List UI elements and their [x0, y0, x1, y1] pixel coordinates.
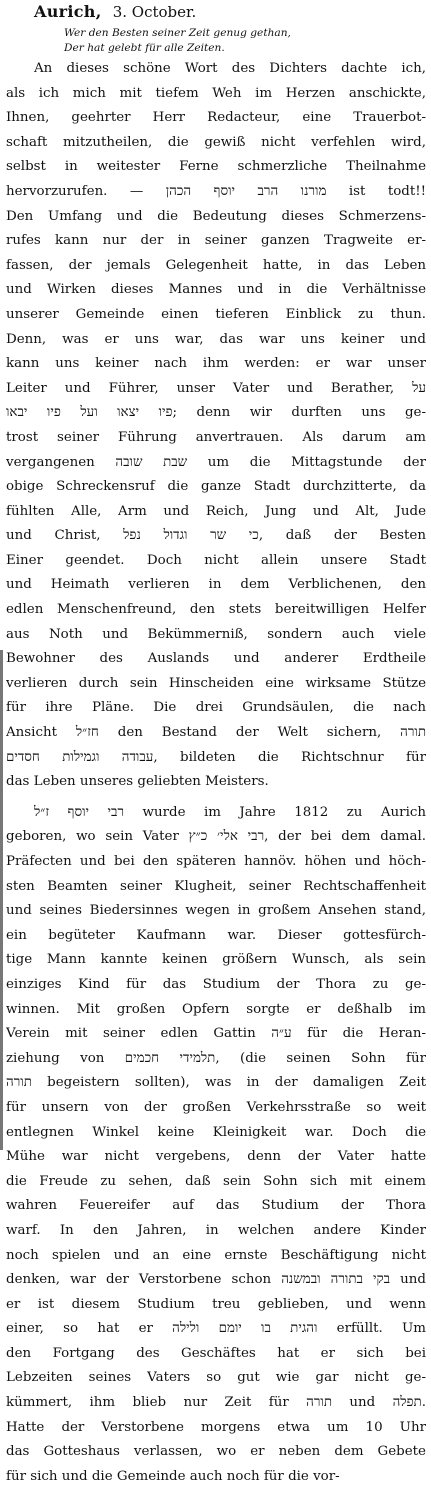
- text-line: Verein mit seiner edlen Gattin ע״ה für die Heran-: [6, 1026, 426, 1042]
- text-line: Den Umfang und die Bedeutung dieses Schmerzens-: [6, 208, 426, 224]
- text-line: hervorzurufen. — מורנו הרב יוסף הכהן ist todt!!: [6, 183, 426, 199]
- text-line: wahren Feuereifer auf das Studium der Thora: [6, 1198, 426, 1214]
- text-line: und Wirken dieses Mannes und in die Verhältnisse: [6, 282, 426, 298]
- text-line: für sich und die Gemeinde auch noch für die vor-: [6, 1468, 340, 1484]
- text-line: fassen, der jemals Gelegenheit hatte, in das Leben: [6, 257, 426, 273]
- text-line: und Heimath verlieren in dem Verblichenen, den: [6, 577, 426, 593]
- text-line: תורה begeistern sollten), was in der damaligen Zeit: [6, 1075, 426, 1091]
- text-line: ziehung von תלמידי חכמים, (die seinen Sohn für: [6, 1050, 426, 1066]
- text-line: das Leben unseres geliebten Meisters.: [6, 774, 269, 790]
- text-line: aus Noth und Bekümmerniß, sondern auch viele: [6, 626, 426, 642]
- text-line: einziges Kind für das Studium der Thora zu ge-: [6, 976, 426, 992]
- text-line: und Christ, כי שר וגדול נפל, daß der Besten: [6, 528, 426, 544]
- text-line: Ihnen, geehrter Herr Redacteur, eine Trauerbot-: [6, 110, 426, 126]
- text-line: Hatte der Verstorbene morgens etwa um 10 Uhr: [6, 1419, 426, 1435]
- article-body: [6, 57, 426, 1489]
- text-line: selbst in weitester Ferne schmerzliche Theilnahme: [6, 159, 426, 175]
- text-line: An dieses schöne Wort des Dichters dachte ich,: [34, 61, 426, 76]
- text-line: schaft mitzutheilen, die gewiß nicht verfehlen wird,: [6, 134, 426, 150]
- text-line: entlegnen Winkel keine Kleinigkeit war. Doch die: [6, 1124, 426, 1140]
- text-line: Denn, was er uns war, das war uns keiner und: [6, 331, 426, 347]
- dateline: [34, 2, 423, 22]
- text-line: winnen. Mit großen Opfern sorgte er deßhalb im: [6, 1001, 426, 1017]
- text-line: Leiter und Führer, unser Vater und Berather, על: [6, 380, 426, 396]
- text-line: רבי יוסף ז״ל wurde im Jahre 1812 zu Aurich: [34, 804, 426, 820]
- text-line: ein begüteter Kaufmann war. Dieser gottesfürch-: [6, 927, 426, 943]
- text-line: unserer Gemeinde einen tieferen Einblick zu thun.: [6, 306, 426, 322]
- motto-line-2: Der hat gelebt für alle Zeiten.: [64, 42, 225, 54]
- text-line: פיו יצאו ועל פיו יבאו; denn wir durften uns ge-: [6, 405, 426, 421]
- text-line: Mühe war nicht vergebens, denn der Vater hatte: [6, 1149, 426, 1165]
- text-line: einer, so hat er והגית בו יומם ולילה erfüllt. Um: [6, 1321, 426, 1337]
- dateline-date: 3. October.: [112, 3, 197, 21]
- column-rule: [0, 650, 3, 1150]
- text-line: für ihre Pläne. Die drei Grundsäulen, die nach: [6, 700, 426, 716]
- text-line: verlieren durch sein Hinscheiden eine wirksame Stütze: [6, 675, 426, 691]
- text-line: Präfecten und bei den späteren hannöv. höhen und höch-: [6, 854, 426, 869]
- text-line: den Fortgang des Geschäftes hat er sich bei: [6, 1345, 426, 1361]
- paragraph-obituary-intro: [6, 57, 426, 795]
- text-line: Bewohner des Auslands und anderer Erdtheile: [6, 651, 426, 667]
- motto-line-1: Wer den Besten seiner Zeit genug gethan,: [64, 27, 291, 39]
- text-line: Lebzeiten seines Vaters so gut wie gar nicht ge-: [6, 1370, 426, 1386]
- text-line: er ist diesem Studium treu geblieben, und wenn: [6, 1296, 426, 1312]
- text-line: Ansicht חז״ל den Bestand der Welt sichern, תורה: [6, 725, 426, 741]
- text-line: geboren, wo sein Vater רבי אלי׳ כ״ץ, der bei dem damal.: [6, 829, 426, 845]
- dateline-place: Aurich,: [34, 2, 102, 21]
- text-line: und seines Biedersinnes wegen in großem Ansehen stand,: [6, 903, 426, 919]
- text-line: trost seiner Führung anvertrauen. Als darum am: [6, 429, 426, 445]
- text-line: das Gotteshaus verlassen, wo er neben dem Gebete: [6, 1444, 426, 1460]
- text-line: עבודה וגמילות חסדים, bildeten die Richtschnur für: [6, 749, 426, 765]
- text-line: sten Beamten seiner Klugheit, seiner Rechtschaffenheit: [6, 878, 426, 894]
- text-line: noch spielen und an eine ernste Beschäftigung nicht: [6, 1247, 426, 1263]
- paragraph-biography: [6, 801, 426, 1489]
- text-line: kümmert, ihm blieb nur Zeit für תורה und תפלה.: [6, 1395, 426, 1411]
- text-line: edlen Menschenfreund, den stets bereitwilligen Helfer: [6, 602, 426, 618]
- text-line: denken, war der Verstorbene schon בקי בתורה ובמשנה und: [6, 1272, 426, 1288]
- text-line: als ich mich mit tiefem Weh im Herzen anschickte,: [6, 85, 426, 101]
- text-line: die Freude zu sehen, daß sein Sohn sich mit einem: [6, 1173, 426, 1189]
- text-line: kann uns keiner nach ihm werden: er war unser: [6, 356, 426, 372]
- text-line: für unsern von der großen Verkehrsstraße so weit: [6, 1099, 426, 1115]
- text-line: warf. In den Jahren, in welchen andere Kinder: [6, 1222, 426, 1238]
- text-line: rufes kann nur der in seiner ganzen Tragweite er-: [6, 233, 426, 249]
- text-line: fühlten Alle, Arm und Reich, Jung und Alt, Jude: [6, 503, 426, 519]
- text-line: tige Mann kannte keinen größern Wunsch, als sein: [6, 952, 426, 968]
- text-line: Einer geendet. Doch nicht allein unsere Stadt: [6, 552, 426, 568]
- text-line: vergangenen שבת שובה um die Mittagstunde der: [6, 454, 426, 470]
- text-line: obige Schreckensruf die ganze Stadt durchzitterte, da: [6, 479, 426, 495]
